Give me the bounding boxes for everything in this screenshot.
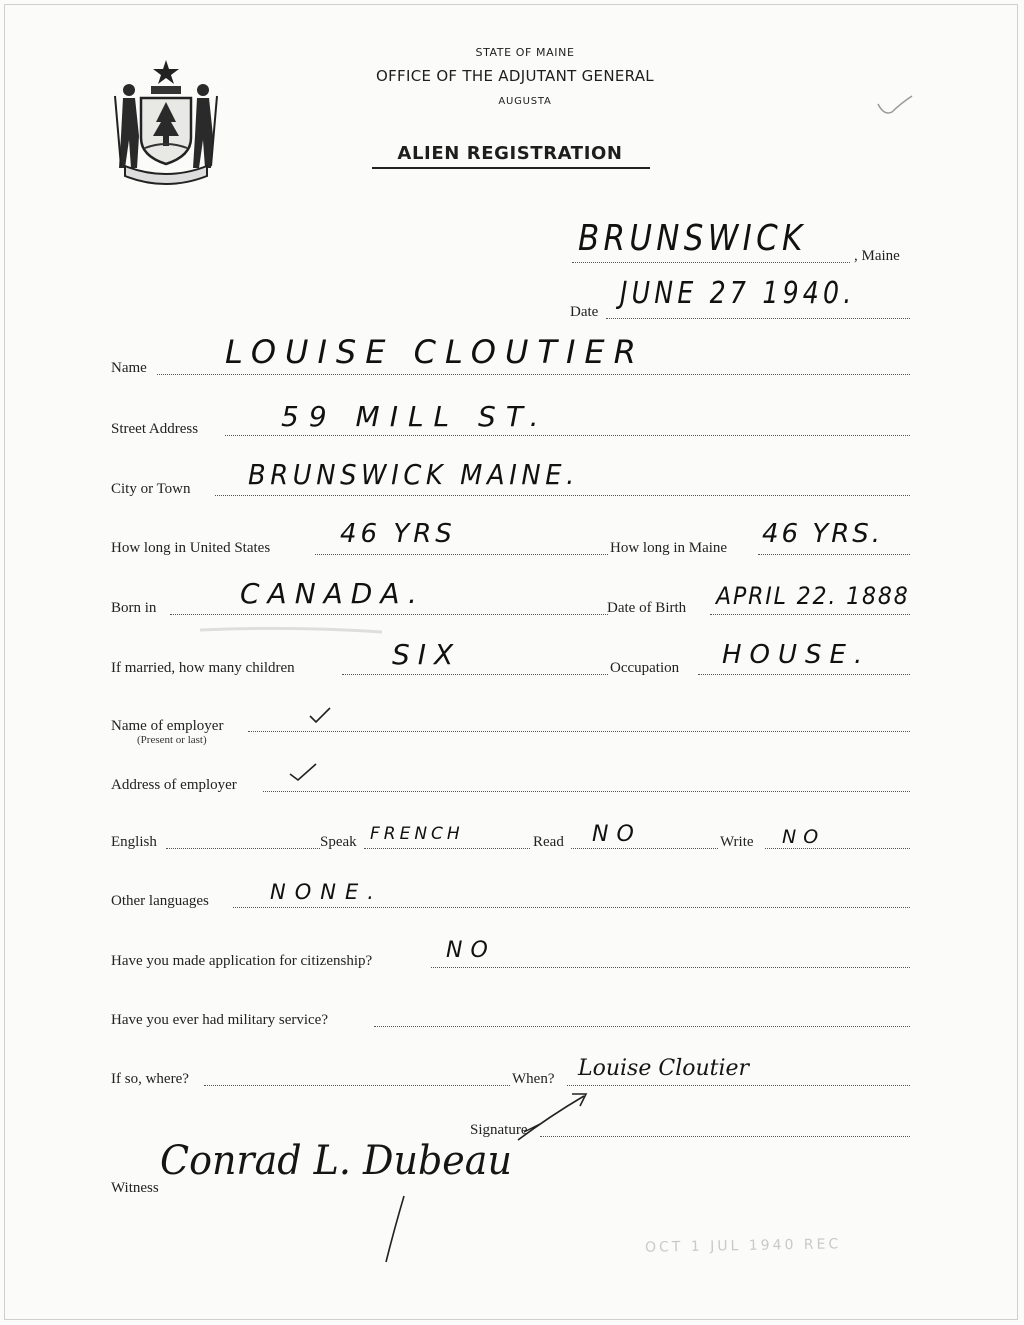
years-us-line xyxy=(315,554,608,555)
witness-signature: Conrad L. Dubeau xyxy=(160,1138,512,1184)
occupation-line xyxy=(698,674,910,675)
write-value: NO xyxy=(782,826,826,848)
signature-label: Signature xyxy=(470,1122,528,1138)
header-office: OFFICE OF THE ADJUTANT GENERAL xyxy=(376,67,654,85)
when-line xyxy=(567,1085,910,1086)
born-in-line xyxy=(170,614,608,615)
date-value: JUNE 27 1940. xyxy=(620,276,856,311)
english-label: English xyxy=(111,834,157,850)
citizenship-label: Have you made application for citizenship? xyxy=(111,953,373,969)
street-address-label: Street Address xyxy=(111,421,199,437)
town-value: BRUNSWICK xyxy=(578,218,807,259)
english-line xyxy=(166,848,320,849)
born-in-label: Born in xyxy=(111,600,157,616)
read-value: NO xyxy=(592,822,642,847)
years-us-label: How long in United States xyxy=(111,540,271,556)
received-stamp: OCT 1 JUL 1940 REC xyxy=(644,1236,842,1256)
other-languages-label: Other languages xyxy=(111,893,209,909)
date-line xyxy=(606,318,910,319)
write-label: Write xyxy=(720,834,754,850)
form-title: ALIEN REGISTRATION xyxy=(397,143,623,164)
children-label: If married, how many children xyxy=(111,660,295,676)
where-label: If so, where? xyxy=(111,1071,189,1087)
city-label: City or Town xyxy=(111,481,191,497)
military-service-label: Have you ever had military service? xyxy=(111,1012,328,1028)
years-maine-value: 46 YRS. xyxy=(762,519,884,549)
street-address-line xyxy=(225,435,910,436)
employer-name-sublabel: (Present or last) xyxy=(137,734,207,746)
employer-address-line xyxy=(263,791,910,792)
header-city: AUGUSTA xyxy=(498,96,552,107)
military-service-line xyxy=(374,1026,910,1027)
city-line xyxy=(215,495,910,496)
date-label: Date xyxy=(570,304,599,320)
born-in-value: CANADA. xyxy=(240,577,425,610)
years-maine-line xyxy=(758,554,910,555)
speak-line xyxy=(364,848,530,849)
other-languages-value: NONE. xyxy=(270,880,383,904)
write-line xyxy=(765,848,910,849)
when-label: When? xyxy=(512,1071,555,1087)
date-of-birth-line xyxy=(710,614,910,615)
name-value: LOUISE CLOUTIER xyxy=(225,333,645,371)
citizenship-line xyxy=(431,967,910,968)
speak-label: Speak xyxy=(320,834,357,850)
name-line xyxy=(157,374,910,375)
read-label: Read xyxy=(533,834,564,850)
form-title-underline xyxy=(372,167,650,169)
children-value: SIX xyxy=(392,638,462,671)
applicant-signature: Louise Cloutier xyxy=(578,1056,750,1081)
occupation-label: Occupation xyxy=(610,660,680,676)
town-line xyxy=(572,262,850,263)
employer-name-line xyxy=(248,731,910,732)
header-state: STATE OF MAINE xyxy=(475,46,575,59)
street-address-value: 59 MILL ST. xyxy=(281,400,549,433)
years-maine-label: How long in Maine xyxy=(610,540,728,556)
signature-line xyxy=(540,1136,910,1137)
occupation-value: HOUSE. xyxy=(722,640,871,670)
town-suffix-label: , Maine xyxy=(854,248,900,264)
read-line xyxy=(571,848,718,849)
employer-address-label: Address of employer xyxy=(111,777,237,793)
speak-value: FRENCH xyxy=(370,824,464,844)
witness-label: Witness xyxy=(111,1180,159,1196)
date-of-birth-label: Date of Birth xyxy=(607,600,687,616)
citizenship-value: NO xyxy=(446,938,496,963)
name-label: Name xyxy=(111,360,147,376)
employer-name-label: Name of employer xyxy=(111,718,224,734)
years-us-value: 46 YRS xyxy=(340,519,456,549)
where-line xyxy=(204,1085,510,1086)
maine-state-seal xyxy=(111,56,221,186)
children-line xyxy=(342,674,608,675)
other-languages-line xyxy=(233,907,910,908)
date-of-birth-value: APRIL 22. 1888 xyxy=(716,582,910,610)
city-value: BRUNSWICK MAINE. xyxy=(248,458,579,491)
